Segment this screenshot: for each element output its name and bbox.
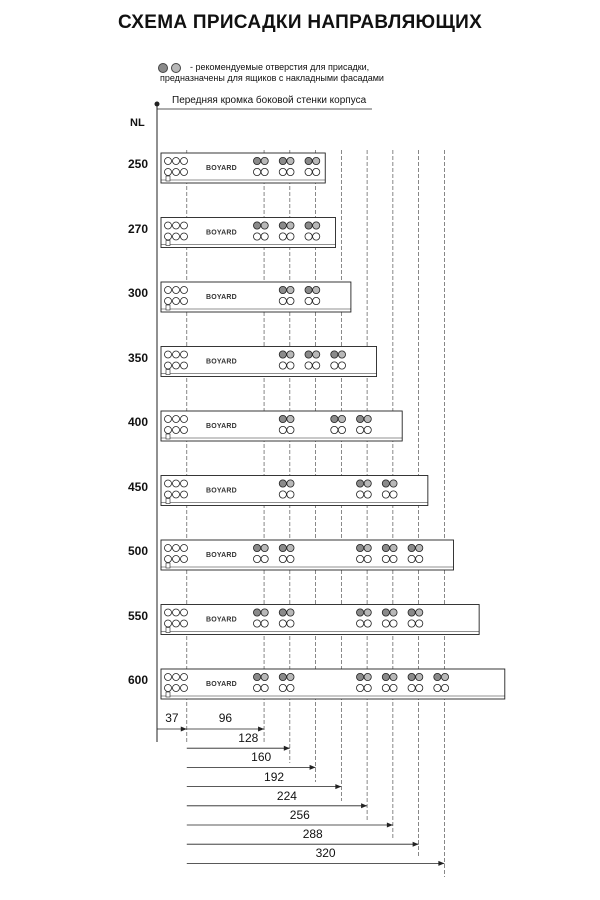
dim-line-224-arrow [361, 803, 367, 808]
front-notch-550 [166, 628, 170, 633]
hole-bottom-500-288-a [408, 555, 415, 562]
front-hole-bottom-550-0 [165, 620, 172, 627]
front-hole-bottom-600-0 [165, 685, 172, 692]
hole-bottom-270-128-b [287, 233, 294, 240]
front-hole-bottom-270-0 [165, 233, 172, 240]
hole-bottom-400-128-a [279, 426, 286, 433]
hole-bottom-250-96-b [261, 168, 268, 175]
front-hole-top-270-0 [165, 222, 172, 229]
hole-bottom-600-224-b [364, 684, 371, 691]
hole-top-270-128-b [287, 222, 294, 229]
hole-top-550-288-b [416, 609, 423, 616]
hole-top-250-160-b [313, 157, 320, 164]
hole-top-250-160-a [305, 157, 312, 164]
front-hole-bottom-300-0 [165, 298, 172, 305]
brand-logo-600: BOYARD [206, 681, 237, 688]
hole-top-600-96-a [253, 673, 260, 680]
hole-bottom-270-96-b [261, 233, 268, 240]
hole-top-600-128-a [279, 673, 286, 680]
front-hole-bottom-250-1 [173, 169, 180, 176]
hole-bottom-500-224-b [364, 555, 371, 562]
dim-line-192-arrow [335, 784, 341, 789]
hole-top-550-288-a [408, 609, 415, 616]
front-hole-top-600-1 [173, 674, 180, 681]
hole-bottom-350-128-b [287, 362, 294, 369]
front-hole-top-400-1 [173, 416, 180, 423]
hole-bottom-600-320-a [434, 684, 441, 691]
hole-top-270-96-b [261, 222, 268, 229]
hole-bottom-450-128-a [279, 491, 286, 498]
hole-bottom-600-320-b [441, 684, 448, 691]
hole-top-600-128-b [287, 673, 294, 680]
front-hole-top-550-2 [181, 609, 188, 616]
nl-value-450: 450 [128, 479, 149, 494]
hole-top-500-128-b [287, 544, 294, 551]
front-hole-bottom-270-1 [173, 233, 180, 240]
hole-top-250-128-a [279, 157, 286, 164]
legend-line-2: предназначены для ящиков с накладными фасадами [160, 73, 384, 84]
front-hole-top-250-1 [173, 158, 180, 165]
front-notch-500 [166, 563, 170, 568]
hole-bottom-300-160-b [313, 297, 320, 304]
brand-logo-250: BOYARD [206, 165, 237, 172]
hole-bottom-550-128-a [279, 620, 286, 627]
hole-bottom-400-192-a [331, 426, 338, 433]
dim-label-256: 256 [289, 808, 310, 822]
rail-300 [161, 282, 351, 312]
hole-top-500-96-a [253, 544, 260, 551]
hole-bottom-270-160-b [313, 233, 320, 240]
hole-top-350-192-b [338, 351, 345, 358]
hole-top-500-288-a [408, 544, 415, 551]
dim-label-224: 224 [276, 788, 297, 803]
front-hole-bottom-400-1 [173, 427, 180, 434]
brand-logo-450: BOYARD [206, 487, 237, 495]
hole-top-500-128-a [279, 544, 286, 551]
hole-bottom-550-288-b [416, 620, 423, 627]
hole-top-600-320-b [441, 673, 448, 680]
front-hole-top-450-0 [165, 480, 172, 487]
rail-350 [161, 347, 377, 377]
hole-bottom-500-128-a [279, 555, 286, 562]
hole-top-350-128-b [287, 351, 294, 358]
hole-bottom-600-256-b [390, 684, 397, 691]
hole-bottom-270-96-a [253, 233, 260, 240]
page-title: СХЕМА ПРИСАДКИ НАПРАВЛЯЮЩИХ [117, 12, 483, 33]
hole-top-450-128-a [279, 480, 286, 487]
hole-top-300-128-a [279, 286, 286, 293]
hole-top-350-160-b [313, 351, 320, 358]
hole-bottom-500-224-a [357, 555, 364, 562]
nl-value-350: 350 [128, 350, 149, 365]
front-hole-bottom-500-1 [173, 556, 180, 563]
hole-bottom-500-288-b [416, 555, 423, 562]
hole-bottom-250-96-a [253, 168, 260, 175]
nl-value-400: 400 [128, 415, 149, 429]
dim-line-160-arrow [310, 765, 316, 770]
hole-bottom-450-224-a [357, 491, 364, 498]
rail-500 [161, 540, 454, 570]
hole-top-550-224-b [364, 609, 371, 616]
front-hole-top-270-2 [181, 222, 188, 229]
front-hole-top-500-2 [181, 545, 188, 552]
hole-bottom-550-96-a [253, 620, 260, 627]
front-hole-bottom-400-2 [181, 427, 188, 434]
hole-top-350-192-a [331, 351, 338, 358]
front-edge-label: Передняя кромка боковой стенки корпуса [172, 95, 367, 106]
hole-bottom-300-128-a [279, 297, 286, 304]
front-hole-bottom-500-0 [165, 556, 172, 563]
hole-top-450-128-b [287, 480, 294, 487]
front-notch-270 [166, 241, 170, 246]
nl-label: NL [130, 117, 145, 129]
hole-bottom-450-256-b [390, 491, 397, 498]
hole-top-300-160-a [305, 286, 312, 293]
front-notch-600 [166, 692, 170, 697]
hole-bottom-250-128-b [287, 168, 294, 175]
hole-bottom-350-160-a [305, 362, 312, 369]
hole-top-600-320-a [434, 673, 441, 680]
hole-top-450-256-b [390, 480, 397, 487]
dim-label-160: 160 [251, 750, 272, 765]
hole-bottom-500-128-b [287, 555, 294, 562]
front-hole-top-400-2 [181, 416, 188, 423]
front-hole-top-600-2 [181, 674, 188, 681]
hole-top-550-96-b [261, 609, 268, 616]
brand-logo-550: BOYARD [206, 616, 237, 624]
front-hole-bottom-450-0 [165, 491, 172, 498]
brand-logo-500: BOYARD [206, 552, 237, 559]
hole-top-270-160-b [313, 222, 320, 229]
hole-bottom-350-192-b [338, 362, 345, 369]
hole-top-400-128-b [287, 415, 294, 422]
dim-label-192: 192 [264, 769, 285, 784]
front-hole-bottom-270-2 [181, 233, 188, 240]
front-hole-top-450-1 [173, 480, 180, 487]
rail-450 [161, 476, 428, 506]
hole-bottom-600-128-a [279, 684, 286, 691]
front-hole-top-300-1 [173, 287, 180, 294]
nl-value-500: 500 [128, 544, 149, 558]
nl-value-250: 250 [128, 157, 149, 171]
dim-label-288: 288 [302, 827, 323, 842]
hole-bottom-400-224-b [364, 426, 371, 433]
front-hole-top-250-0 [165, 158, 172, 165]
front-notch-250 [166, 176, 170, 181]
front-hole-top-500-0 [165, 545, 172, 552]
front-hole-top-270-1 [173, 222, 180, 229]
hole-top-350-160-a [305, 351, 312, 358]
nl-value-550: 550 [128, 608, 149, 623]
nl-value-270: 270 [128, 221, 149, 236]
hole-bottom-350-192-a [331, 362, 338, 369]
hole-bottom-300-128-b [287, 297, 294, 304]
front-hole-top-350-1 [173, 351, 180, 358]
hole-top-550-224-a [357, 609, 364, 616]
front-hole-bottom-400-0 [165, 427, 172, 434]
hole-bottom-270-160-a [305, 233, 312, 240]
front-hole-bottom-350-1 [173, 362, 180, 369]
hole-top-270-128-a [279, 222, 286, 229]
hole-top-600-224-a [357, 673, 364, 680]
hole-bottom-600-288-a [408, 684, 415, 691]
brand-logo-270: BOYARD [206, 229, 237, 237]
hole-bottom-250-128-a [279, 168, 286, 175]
front-hole-bottom-350-0 [165, 362, 172, 369]
brand-logo-300: BOYARD [206, 294, 237, 301]
hole-top-270-160-a [305, 222, 312, 229]
hole-bottom-500-256-a [382, 555, 389, 562]
hole-top-250-96-b [261, 157, 268, 164]
hole-top-550-256-a [382, 609, 389, 616]
dim-line-256-arrow [387, 823, 393, 828]
front-hole-top-600-0 [165, 674, 172, 681]
hole-bottom-500-96-b [261, 555, 268, 562]
front-hole-bottom-300-2 [181, 298, 188, 305]
front-notch-350 [166, 370, 170, 375]
hole-bottom-600-96-a [253, 684, 260, 691]
front-hole-top-550-0 [165, 609, 172, 616]
hole-top-450-224-a [357, 480, 364, 487]
hole-top-400-224-a [357, 415, 364, 422]
front-hole-bottom-450-2 [181, 491, 188, 498]
hole-bottom-550-224-b [364, 620, 371, 627]
front-notch-400 [166, 434, 170, 439]
hole-bottom-400-192-b [338, 426, 345, 433]
dim-label-37: 37 [165, 711, 179, 725]
hole-top-400-192-b [338, 415, 345, 422]
front-hole-top-300-2 [181, 287, 188, 294]
hole-top-300-160-b [313, 286, 320, 293]
hole-bottom-500-256-b [390, 555, 397, 562]
dim-label-96: 96 [218, 711, 233, 725]
hole-bottom-350-160-b [313, 362, 320, 369]
hole-top-250-96-a [253, 157, 260, 164]
front-hole-bottom-500-2 [181, 556, 188, 563]
hole-top-350-128-a [279, 351, 286, 358]
front-hole-top-350-0 [165, 351, 172, 358]
hole-top-400-192-a [331, 415, 338, 422]
hole-bottom-600-128-b [287, 684, 294, 691]
front-hole-bottom-600-2 [181, 685, 188, 692]
front-hole-bottom-300-1 [173, 298, 180, 305]
hole-top-500-256-b [390, 544, 397, 551]
hole-top-600-288-a [408, 673, 415, 680]
dim-line-128-arrow [284, 746, 290, 751]
front-edge-dot [155, 102, 160, 107]
hole-bottom-250-160-a [305, 168, 312, 175]
nl-value-600: 600 [128, 673, 149, 687]
hole-bottom-550-256-a [382, 620, 389, 627]
hole-bottom-400-224-a [357, 426, 364, 433]
front-hole-bottom-250-0 [165, 169, 172, 176]
hole-top-500-224-a [357, 544, 364, 551]
brand-logo-350: BOYARD [206, 358, 237, 366]
hole-bottom-600-96-b [261, 684, 268, 691]
hole-top-500-256-a [382, 544, 389, 551]
dim-line-288-arrow [413, 842, 419, 847]
front-hole-top-300-0 [165, 287, 172, 294]
brand-logo-400: BOYARD [206, 423, 237, 430]
hole-bottom-550-256-b [390, 620, 397, 627]
hole-top-270-96-a [253, 222, 260, 229]
front-notch-300 [166, 305, 170, 310]
front-hole-top-500-1 [173, 545, 180, 552]
front-hole-bottom-550-2 [181, 620, 188, 627]
hole-top-450-256-a [382, 480, 389, 487]
dim-line-37-arrow [181, 727, 187, 732]
hole-top-600-256-b [390, 673, 397, 680]
hole-top-500-288-b [416, 544, 423, 551]
front-hole-bottom-350-2 [181, 362, 188, 369]
dim-label-320: 320 [315, 846, 336, 861]
hole-top-600-256-a [382, 673, 389, 680]
legend-text-1: - рекомендуемые отверстия для присадки, [190, 62, 370, 72]
hole-bottom-600-256-a [382, 684, 389, 691]
hole-top-400-224-b [364, 415, 371, 422]
hole-top-600-288-b [416, 673, 423, 680]
hole-top-550-128-b [287, 609, 294, 616]
hole-top-550-96-a [253, 609, 260, 616]
hole-top-600-224-b [364, 673, 371, 680]
hole-top-250-128-b [287, 157, 294, 164]
front-notch-450 [166, 499, 170, 504]
hole-top-600-96-b [261, 673, 268, 680]
hole-bottom-450-224-b [364, 491, 371, 498]
hole-top-300-128-b [287, 286, 294, 293]
dim-line-320-arrow [438, 861, 444, 866]
hole-bottom-500-96-a [253, 555, 260, 562]
hole-bottom-450-128-b [287, 491, 294, 498]
hole-top-400-128-a [279, 415, 286, 422]
hole-bottom-550-128-b [287, 620, 294, 627]
nl-value-300: 300 [128, 286, 149, 300]
front-hole-top-450-2 [181, 480, 188, 487]
hole-bottom-550-288-a [408, 620, 415, 627]
front-hole-top-250-2 [181, 158, 188, 165]
front-hole-top-550-1 [173, 609, 180, 616]
front-hole-top-350-2 [181, 351, 188, 358]
hole-bottom-400-128-b [287, 426, 294, 433]
hole-bottom-550-96-b [261, 620, 268, 627]
hole-bottom-600-288-b [416, 684, 423, 691]
hole-bottom-300-160-a [305, 297, 312, 304]
front-hole-top-400-0 [165, 416, 172, 423]
hole-top-500-224-b [364, 544, 371, 551]
front-hole-bottom-550-1 [173, 620, 180, 627]
front-hole-bottom-450-1 [173, 491, 180, 498]
hole-bottom-450-256-a [382, 491, 389, 498]
hole-top-550-128-a [279, 609, 286, 616]
hole-top-550-256-b [390, 609, 397, 616]
hole-bottom-270-128-a [279, 233, 286, 240]
hole-top-450-224-b [364, 480, 371, 487]
front-hole-bottom-600-1 [173, 685, 180, 692]
front-hole-bottom-250-2 [181, 169, 188, 176]
hole-bottom-550-224-a [357, 620, 364, 627]
hole-top-500-96-b [261, 544, 268, 551]
dim-label-128: 128 [238, 731, 259, 746]
hole-bottom-350-128-a [279, 362, 286, 369]
hole-bottom-250-160-b [313, 168, 320, 175]
hole-bottom-600-224-a [357, 684, 364, 691]
